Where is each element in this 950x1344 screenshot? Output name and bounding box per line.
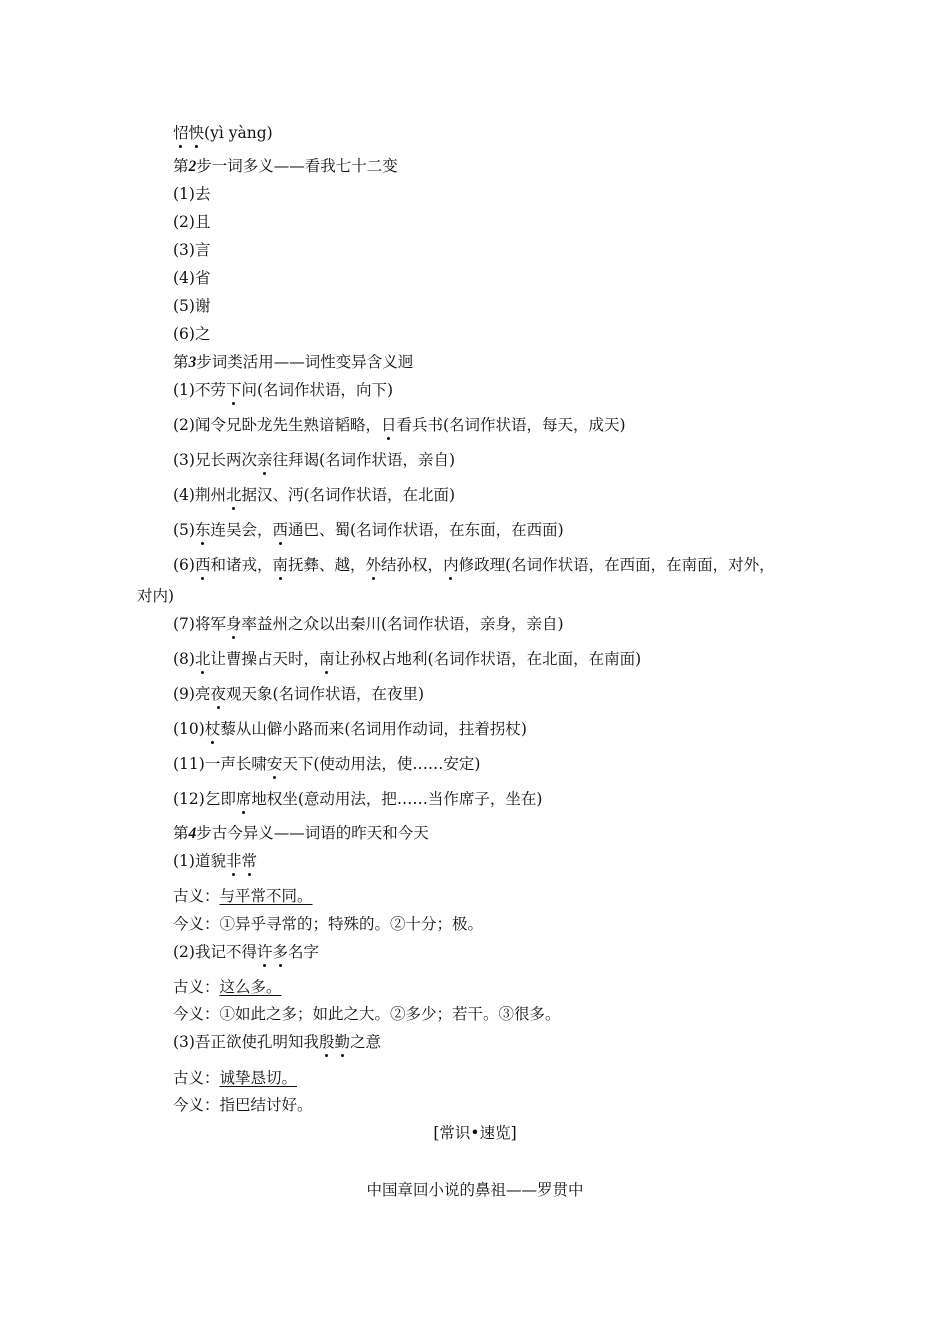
list-item: (4)省 [173, 269, 211, 287]
step3-heading: 第3步词类活用——词性变异含义迥 [173, 353, 414, 371]
list-item: (10)杖藜从山僻小路而来(名词用作动词，拄着拐杖) [173, 720, 527, 738]
step2-heading: 第2步一词多义——看我七十二变 [173, 157, 398, 175]
dotted-char: 南 [319, 650, 335, 668]
list-item: (3)言 [173, 241, 211, 259]
pinyin: (yì yàng) [204, 124, 273, 142]
modern-meaning: 今义：①异乎寻常的；特殊的。②十分；极。 [173, 915, 484, 933]
step4-heading: 第4步古今异义——词语的昨天和今天 [173, 824, 429, 842]
dotted-char: 西 [272, 521, 289, 539]
list-item: (9)亮夜观天象(名词作状语，在夜里) [173, 685, 425, 703]
modern-meaning: 今义：指巴结讨好。 [173, 1096, 313, 1114]
dotted-char: 下 [225, 381, 242, 399]
list-item: (12)乞即席地权坐(意动用法，把……当作席子，坐在) [173, 790, 543, 808]
list-item: (1)不劳下问(名词作状语，向下) [173, 381, 394, 399]
ancient-meaning: 古义：与平常不同。 [173, 887, 313, 905]
dotted-char: 常 [241, 852, 257, 870]
dotted-char: 北 [225, 486, 242, 504]
dotted-char: 怊 [173, 124, 189, 142]
dotted-char: 非 [225, 852, 242, 870]
ancient-meaning: 古义：诚挚恳切。 [173, 1069, 298, 1087]
dotted-char: 东 [194, 521, 211, 539]
list-item: (1)去 [173, 185, 211, 203]
list-item: (8)北让曹操占天时，南让孙权占地利(名词作状语，在北面，在南面) [173, 650, 642, 668]
list-item-continuation: 对内) [137, 587, 175, 605]
modern-meaning: 今义：①如此之多；如此之大。②多少；若干。③很多。 [173, 1005, 561, 1023]
list-item: (5)谢 [173, 297, 211, 315]
list-item: (11)一声长啸安天下(使动用法，使……安定) [173, 755, 481, 773]
list-item: (2)我记不得许多名字 [173, 943, 320, 961]
list-item: (2)闻令兄卧龙先生熟谙韬略，日看兵书(名词作状语，每天，成天) [173, 416, 626, 434]
dotted-char: 怏 [188, 124, 205, 142]
dotted-char: 日 [380, 416, 397, 434]
list-item: (1)道貌非常 [173, 852, 257, 870]
section-subtitle: 中国章回小说的鼻祖——罗贯中 [366, 1181, 584, 1199]
list-item: (5)东连吴会，西通巴、蜀(名词作状语，在东面，在西面) [173, 521, 564, 539]
dotted-char: 席 [235, 790, 252, 808]
dotted-char: 安 [266, 755, 283, 773]
list-item: (6)之 [173, 325, 211, 343]
dotted-char: 外 [365, 556, 382, 574]
dotted-char: 许 [256, 943, 273, 961]
ancient-meaning: 古义：这么多。 [173, 978, 282, 996]
dotted-char: 杖 [204, 720, 221, 738]
dotted-char: 南 [272, 556, 289, 574]
section-title: [常识•速览] [433, 1124, 517, 1142]
list-item: (6)西和诸戎，南抚彝、越，外结孙权，内修政理(名词作状语，在西面，在南面，对外， [173, 556, 775, 574]
vocab-word-line [173, 123, 273, 143]
dotted-char: 身 [225, 615, 242, 633]
dotted-char: 北 [194, 650, 211, 668]
dotted-char: 西 [194, 556, 211, 574]
list-item: (4)荆州北据汉、沔(名词作状语，在北面) [173, 486, 456, 504]
dotted-char: 多 [272, 943, 288, 961]
list-item: (3)吾正欲使孔明知我殷勤之意 [173, 1033, 382, 1051]
list-item: (2)且 [173, 213, 211, 231]
list-item: (3)兄长两次亲往拜谒(名词作状语，亲自) [173, 451, 456, 469]
dotted-char: 夜 [210, 685, 226, 703]
list-item: (7)将军身率益州之众以出秦川(名词作状语，亲身，亲自) [173, 615, 564, 633]
dotted-char: 亲 [256, 451, 273, 469]
dotted-char: 内 [443, 556, 459, 574]
dotted-char: 勤 [334, 1033, 350, 1051]
dotted-char: 殷 [318, 1033, 335, 1051]
